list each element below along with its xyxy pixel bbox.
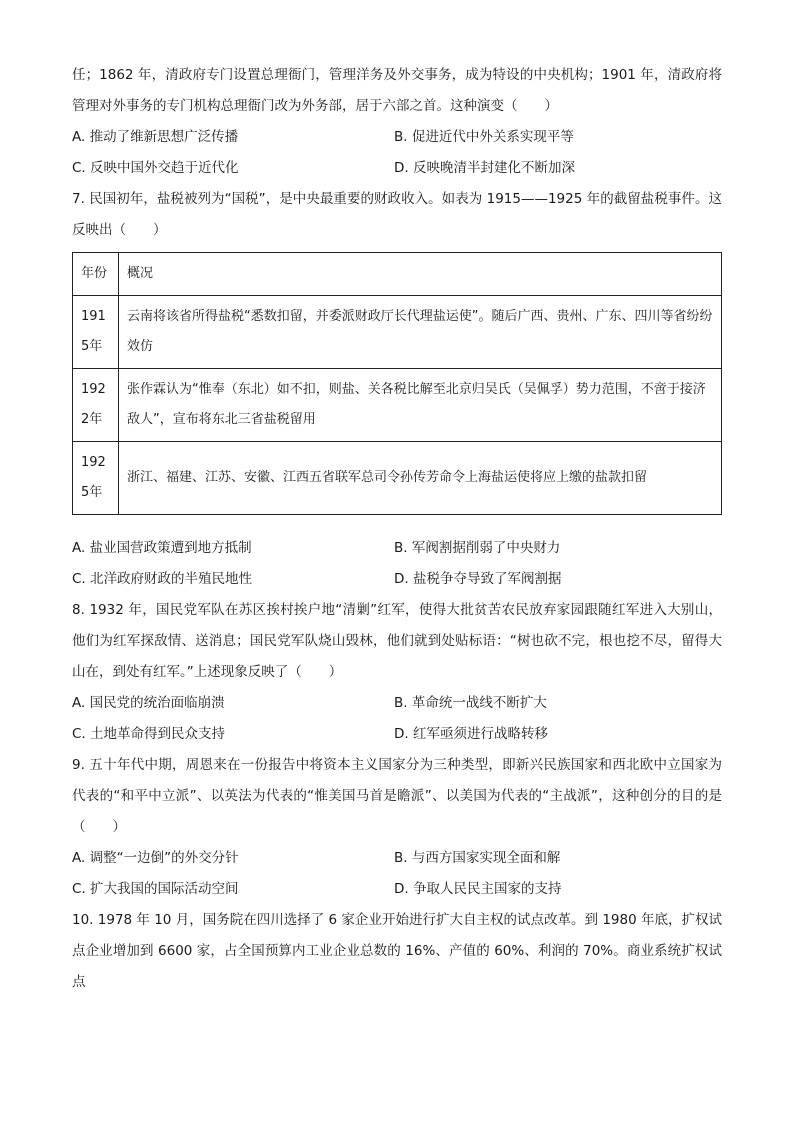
table-row [73,369,722,442]
q8-option-d[interactable]: D. 红军亟须进行战略转移 [394,726,548,742]
q6-option-b[interactable]: B. 促进近代中外关系实现平等 [394,129,574,145]
table-row [73,442,722,515]
q7-option-c[interactable]: C. 北洋政府财政的半殖民地性 [72,571,253,587]
row-year: 1925年 [73,442,119,515]
q6-option-d[interactable]: D. 反映晚清半封建化不断加深 [394,160,575,176]
table-header-row [73,253,722,296]
q6-options [72,122,722,184]
table-row [73,296,722,369]
q6-option-a[interactable]: A. 推动了维新思想广泛传播 [72,129,239,145]
q10-text: 10. 1978 年 10 月，国务院在四川选择了 6 家企业开始进行扩大自主权的试点改革。到 1980 年底，扩权试点企业增加到 6600 家，占全国预算内工业企业总数的 16%、产值的 60%、利润的 70%。商业系统扩权试点 [72,912,722,990]
q7-text: 7. 民国初年，盐税被列为“国税”，是中央最重要的财政收入。如表为 1915——1925 年的截留盐税事件。这反映出（ ） [72,191,722,238]
salt-tax-table [72,252,722,515]
q7-option-a[interactable]: A. 盐业国营政策遭到地方抵制 [72,540,252,556]
q8-text: 8. 1932 年，国民党军队在苏区挨村挨户地“清剿”红军，使得大批贫苦农民放弃家园跟随红军进入大别山，他们为红军探敌情、送消息；国民党军队烧山毁林，他们就到处贴标语：“树也砍不完，根也挖不尽，留得大山在，到处有红军。”上述现象反映了（ ） [72,602,722,680]
q8-option-b[interactable]: B. 革命统一战线不断扩大 [394,695,547,711]
q9-option-d[interactable]: D. 争取人民民主国家的支持 [394,881,562,897]
row-year: 1922年 [73,369,119,442]
q9-option-c[interactable]: C. 扩大我国的国际活动空间 [72,881,239,897]
q8-options [72,688,722,750]
exam-page [72,60,722,998]
q7-options [72,533,722,595]
header-year: 年份 [73,253,119,296]
header-summary: 概况 [119,253,722,296]
q6-text: 任；1862 年，清政府专门设置总理衙门，管理洋务及外交事务，成为特设的中央机构；1901 年，清政府将管理对外事务的专门机构总理衙门改为外务部，居于六部之首。这种演变（ ） [72,67,722,114]
q9-options [72,843,722,905]
row-desc: 浙江、福建、江苏、安徽、江西五省联军总司令孙传芳命令上海盐运使将应上缴的盐款扣留 [119,442,722,515]
q8-option-a[interactable]: A. 国民党的统治面临崩溃 [72,695,225,711]
q9-option-a[interactable]: A. 调整“一边倒”的外交分针 [72,850,239,866]
row-desc: 云南将该省所得盐税“悉数扣留，并委派财政厅长代理盐运使”。随后广西、贵州、广东、四川等省纷纷效仿 [119,296,722,369]
q9-option-b[interactable]: B. 与西方国家实现全面和解 [394,850,561,866]
q8-option-c[interactable]: C. 土地革命得到民众支持 [72,726,226,742]
q7-option-b[interactable]: B. 军阀割据削弱了中央财力 [394,540,561,556]
q7-option-d[interactable]: D. 盐税争夺导致了军阀割据 [394,571,562,587]
q6-option-c[interactable]: C. 反映中国外交趋于近代化 [72,160,239,176]
row-year: 1915年 [73,296,119,369]
row-desc: 张作霖认为“惟奉（东北）如不扣，则盐、关各税比解至北京归吴氏（吴佩孚）势力范围，不啻于接济敌人”，宣布将东北三省盐税留用 [119,369,722,442]
q9-text: 9. 五十年代中期，周恩来在一份报告中将资本主义国家分为三种类型，即新兴民族国家和西北欧中立国家为代表的“和平中立派”、以英法为代表的“惟美国马首是瞻派”、以美国为代表的“主战派”，这种创分的目的是（ ） [72,757,722,835]
